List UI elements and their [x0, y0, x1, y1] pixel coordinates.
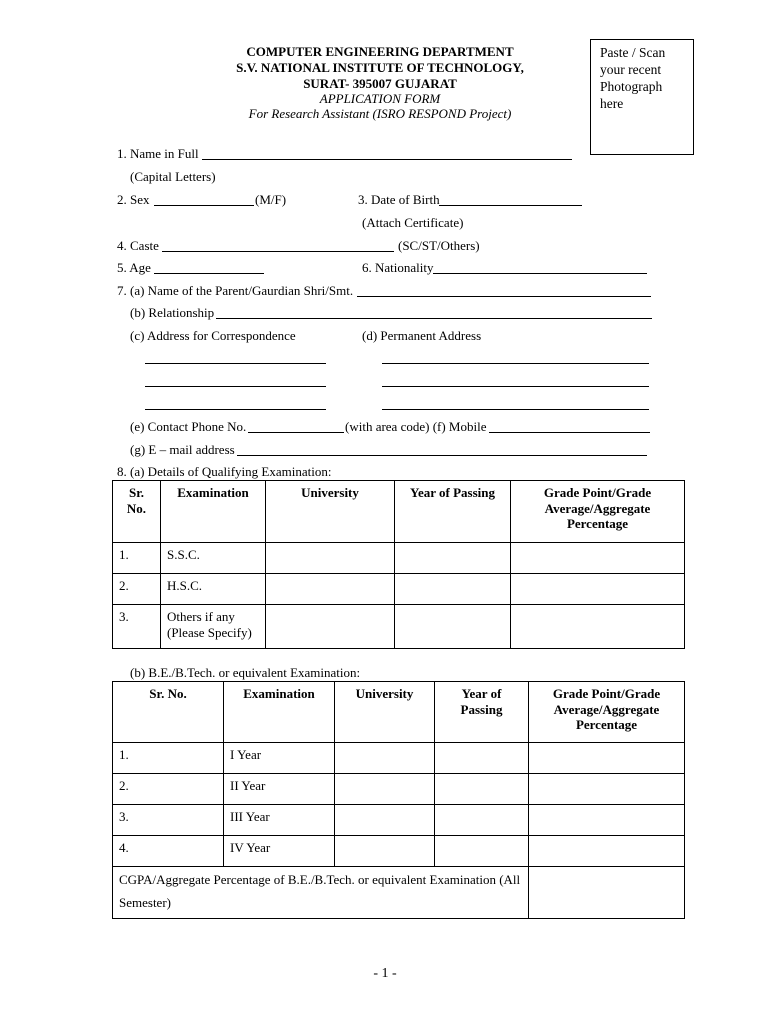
age-field[interactable] [154, 273, 264, 274]
sr-no-cell: 3. [113, 805, 224, 836]
form-subtitle: For Research Assistant (ISRO RESPOND Project) [248, 106, 512, 121]
permanent-address-line[interactable] [382, 386, 649, 387]
phone-field[interactable] [248, 432, 344, 433]
photo-text-line: Photograph [600, 79, 663, 94]
permanent-address-line[interactable] [382, 409, 649, 410]
table-row [113, 605, 685, 649]
university-cell[interactable] [335, 805, 435, 836]
sex-suffix: (M/F) [255, 192, 287, 207]
email-field[interactable] [237, 455, 647, 456]
sr-no-cell: 2. [113, 774, 224, 805]
exam-cell: III Year [224, 805, 335, 836]
university-cell[interactable] [266, 574, 395, 605]
cgpa-row [113, 867, 685, 919]
university-cell[interactable] [266, 605, 395, 649]
exam-cell: I Year [224, 743, 335, 774]
table-row [113, 774, 685, 805]
mobile-label: (with area code) (f) Mobile [345, 419, 487, 434]
table-row [113, 743, 685, 774]
permanent-address-line[interactable] [382, 363, 649, 364]
header-year-of-passing: Year of Passing [395, 481, 511, 543]
year-cell[interactable] [395, 574, 511, 605]
sr-no-cell: 3. [113, 605, 161, 649]
qualifying-exam-title: 8. (a) Details of Qualifying Examination: [117, 464, 332, 479]
header-grade: Grade Point/Grade Average/Aggregate Percentage [511, 481, 685, 543]
age-label: 5. Age [117, 260, 151, 275]
grade-cell[interactable] [529, 774, 685, 805]
correspondence-address-line[interactable] [145, 409, 326, 410]
sr-no-cell: 2. [113, 574, 161, 605]
nationality-field[interactable] [433, 273, 647, 274]
mobile-field[interactable] [489, 432, 650, 433]
grade-cell[interactable] [529, 805, 685, 836]
exam-cell: H.S.C. [161, 574, 266, 605]
exam-cell: Others if any (Please Specify) [161, 605, 266, 649]
name-label: 1. Name in Full [117, 146, 199, 161]
photograph-box[interactable] [590, 39, 694, 155]
attach-certificate-note: (Attach Certificate) [362, 215, 464, 230]
exam-cell: IV Year [224, 836, 335, 867]
header-university: University [266, 481, 395, 543]
dob-label: 3. Date of Birth [358, 192, 440, 207]
table-row [113, 836, 685, 867]
parent-field[interactable] [357, 296, 651, 297]
photo-text-line: your recent [600, 62, 662, 77]
header-sr-no: Sr. No. [113, 682, 224, 743]
correspondence-address-line[interactable] [145, 386, 326, 387]
institute-heading: S.V. NATIONAL INSTITUTE OF TECHNOLOGY, [236, 60, 524, 75]
parent-label: 7. (a) Name of the Parent/Gaurdian Shri/Smt. [117, 283, 354, 298]
be-exam-title: (b) B.E./B.Tech. or equivalent Examination: [130, 665, 361, 680]
email-label: (g) E – mail address [130, 442, 235, 457]
university-cell[interactable] [335, 743, 435, 774]
grade-cell[interactable] [511, 543, 685, 574]
grade-cell[interactable] [529, 836, 685, 867]
header-sr-no: Sr. No. [113, 481, 161, 543]
exam-cell: S.S.C. [161, 543, 266, 574]
correspondence-address-label: (c) Address for Correspondence [130, 328, 296, 343]
year-cell[interactable] [435, 774, 529, 805]
dob-field[interactable] [439, 205, 582, 206]
grade-cell[interactable] [529, 743, 685, 774]
year-cell[interactable] [435, 743, 529, 774]
cgpa-cell[interactable] [529, 867, 685, 919]
form-title: APPLICATION FORM [319, 91, 441, 106]
cgpa-label: CGPA/Aggregate Percentage of B.E./B.Tech. or equivalent Examination (All Semester) [113, 867, 529, 919]
relationship-field[interactable] [216, 318, 652, 319]
year-cell[interactable] [435, 805, 529, 836]
nationality-label: 6. Nationality [362, 260, 434, 275]
photo-text-line: here [600, 96, 624, 111]
header-examination: Examination [161, 481, 266, 543]
photo-text-line: Paste / Scan [600, 45, 666, 60]
department-heading: COMPUTER ENGINEERING DEPARTMENT [246, 44, 514, 59]
address-heading: SURAT- 395007 GUJARAT [303, 76, 457, 91]
name-field[interactable] [202, 159, 572, 160]
phone-label: (e) Contact Phone No. [130, 419, 247, 434]
exam-cell: II Year [224, 774, 335, 805]
correspondence-address-line[interactable] [145, 363, 326, 364]
header-university: University [335, 682, 435, 743]
university-cell[interactable] [266, 543, 395, 574]
sr-no-cell: 4. [113, 836, 224, 867]
page-number: - 1 - [373, 966, 397, 981]
caste-field[interactable] [162, 251, 394, 252]
grade-cell[interactable] [511, 605, 685, 649]
permanent-address-label: (d) Permanent Address [362, 328, 482, 343]
table-row [113, 543, 685, 574]
table-row [113, 574, 685, 605]
relationship-label: (b) Relationship [130, 305, 215, 320]
caste-label: 4. Caste [117, 238, 159, 253]
be-exam-table [112, 681, 685, 919]
year-cell[interactable] [395, 605, 511, 649]
capital-letters-note: (Capital Letters) [130, 169, 216, 184]
header-examination: Examination [224, 682, 335, 743]
header-grade: Grade Point/Grade Average/Aggregate Percentage [529, 682, 685, 743]
sr-no-cell: 1. [113, 543, 161, 574]
table-row [113, 805, 685, 836]
year-cell[interactable] [435, 836, 529, 867]
sex-field[interactable] [154, 205, 254, 206]
sex-label: 2. Sex [117, 192, 150, 207]
grade-cell[interactable] [511, 574, 685, 605]
university-cell[interactable] [335, 836, 435, 867]
university-cell[interactable] [335, 774, 435, 805]
qualifying-exam-table [112, 480, 685, 649]
caste-suffix: (SC/ST/Others) [398, 238, 480, 253]
header-year-of-passing: Year of Passing [435, 682, 529, 743]
year-cell[interactable] [395, 543, 511, 574]
sr-no-cell: 1. [113, 743, 224, 774]
